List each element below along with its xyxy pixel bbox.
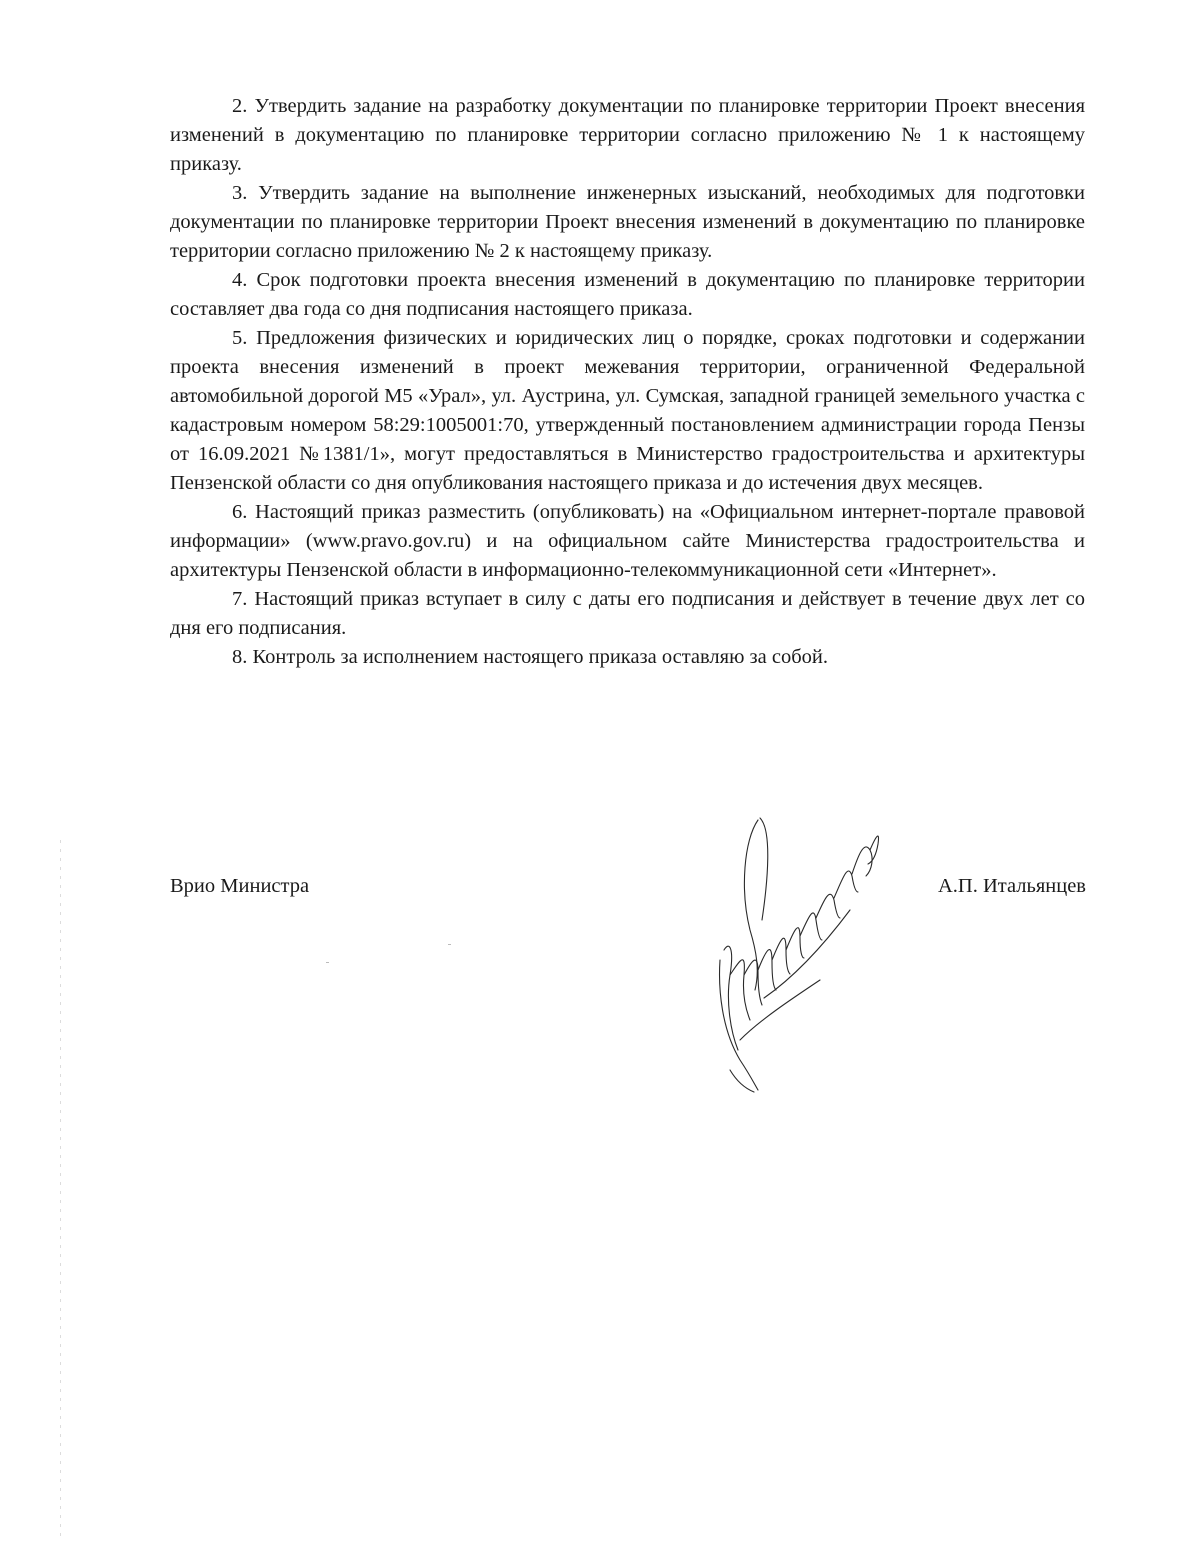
scan-speck [326,962,329,963]
paragraph-2: 2. Утвердить задание на разработку документации по планировке территории Проект внесения изменений в документацию по планировке территории согласно приложению № 1 к настоящему приказу. [170,95,1085,175]
scan-speck [448,944,451,945]
handwritten-signature [700,800,900,1100]
signatory-position: Врио Министра [170,875,310,897]
order-body [170,92,1085,672]
scan-edge-line [60,840,61,1540]
paragraph-5: 5. Предложения физических и юридических лиц о порядке, сроках подготовки и содержании проекта внесения изменений в проект межевания территории, ограниченной Федеральной автомобильной дорогой М5 «Урал», ул. Аустрина, ул. Сумская, западной границей земельного участка с кадастровым номером 58:29:1005001:70, утвержденный постановлением администрации города Пензы от 16.09.2021 №1381/1», могут предоставляться в Министерство градостроительства и архитектуры Пензенской области со дня опубликования настоящего приказа и до истечения двух месяцев. [170,327,1085,494]
paragraph-3: 3. Утвердить задание на выполнение инженерных изысканий, необходимых для подготовки документации по планировке территории Проект внесения изменений в документацию по планировке территории согласно приложению № 2 к настоящему приказу. [170,182,1085,262]
signatory-name: А.П. Итальянцев [937,875,1086,897]
paragraph-6: 6. Настоящий приказ разместить (опубликовать) на «Официальном интернет-портале правовой информации» (www.pravo.gov.ru) и на официальном сайте Министерства градостроительства и архитектуры Пензенской области в информационно-телекоммуникационной сети «Интернет». [170,501,1085,581]
paragraph-7: 7. Настоящий приказ вступает в силу с даты его подписания и действует в течение двух лет со дня его подписания. [170,588,1085,639]
paragraph-4: 4. Срок подготовки проекта внесения изменений в документацию по планировке территории составляет два года со дня подписания настоящего приказа. [170,269,1085,320]
paragraph-8: 8. Контроль за исполнением настоящего приказа оставляю за собой. [232,646,828,668]
